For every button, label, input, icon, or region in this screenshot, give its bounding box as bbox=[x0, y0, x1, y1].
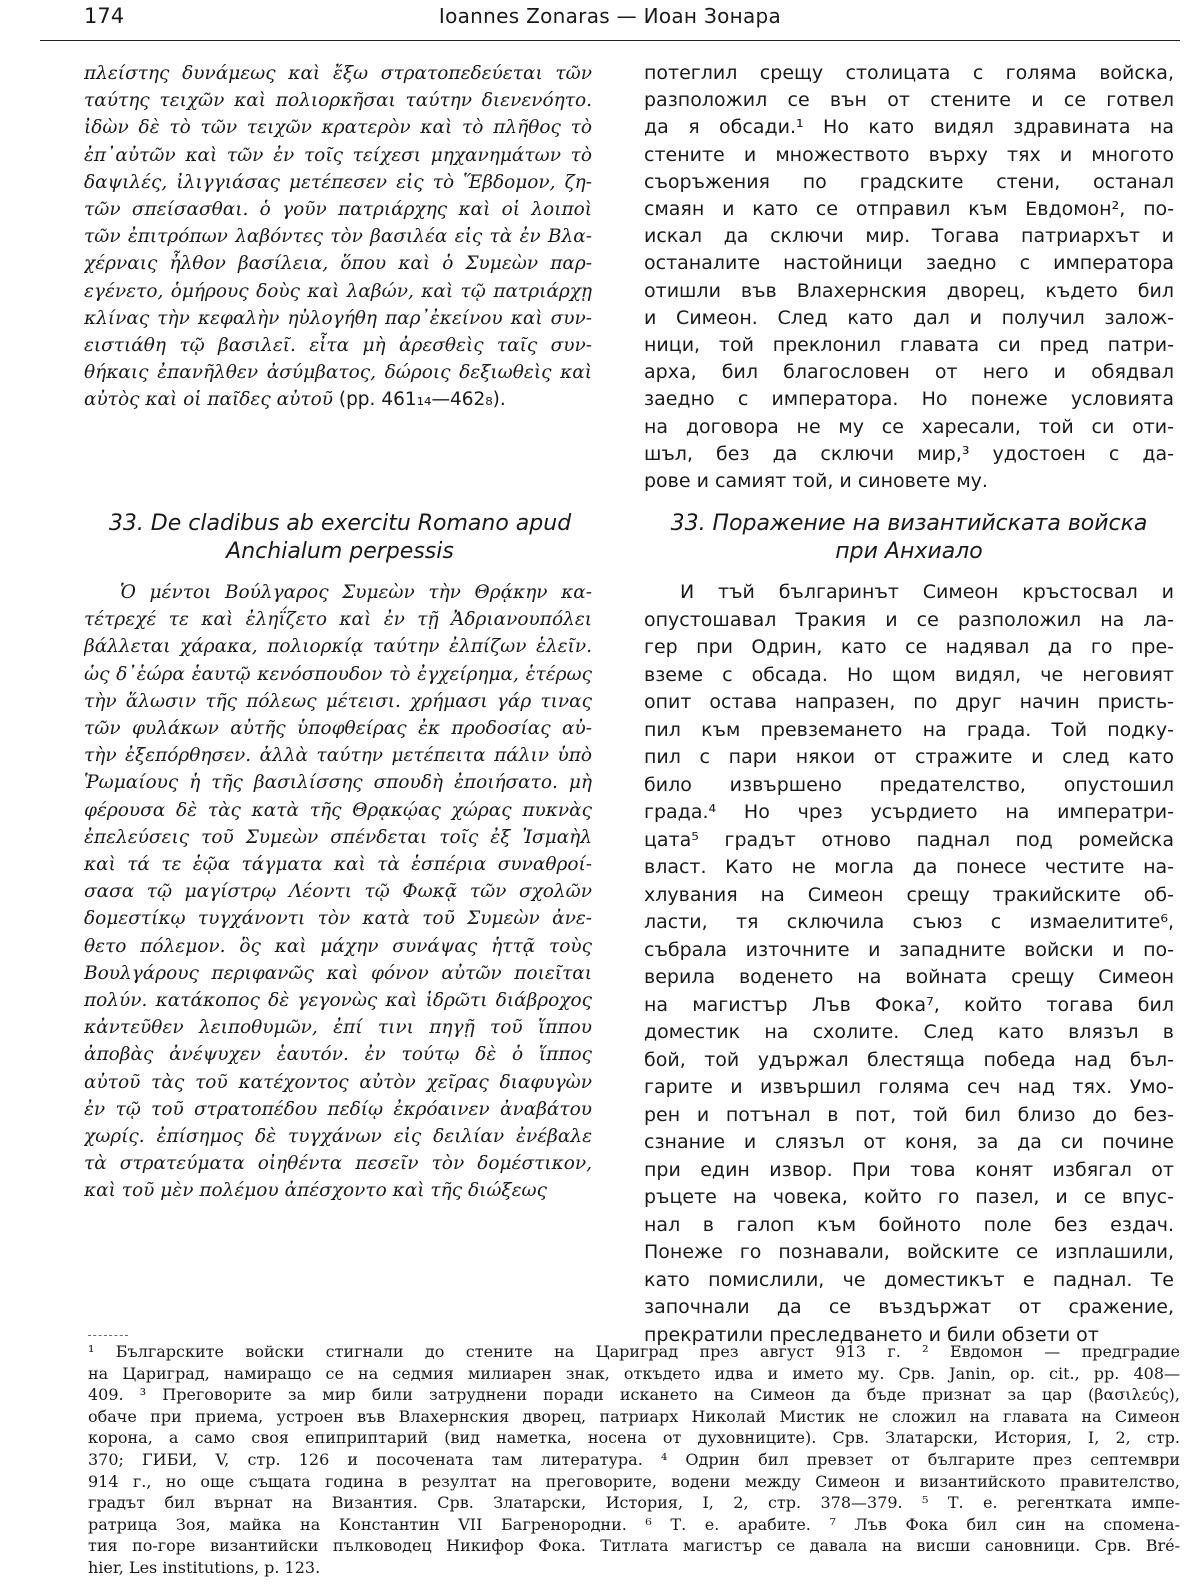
footnote-line: обаче при приема, устроен във Влахернския дворец, патриарх Николай Мистик не сложил на главата на Симеон bbox=[88, 1406, 1180, 1426]
greek-line: ἰδὼν δὲ τὸ τῶν τειχῶν κρατερὸν καὶ τὸ πλῆθος τὸ bbox=[84, 117, 592, 139]
footnote-line: ратрица Зоя, майка на Константин VII Багренородни. ⁶ Т. е. арабите. ⁷ Лъв Фока бил син на спомена- bbox=[88, 1514, 1180, 1534]
bulgarian-line: вземе с обсада. Но щом видял, че неговият bbox=[644, 663, 1174, 686]
footnotes bbox=[88, 1341, 1180, 1579]
greek-line: Ὁ μέντοι Βούλγαρος Συμεὼν τὴν Θρᾴκην κα- bbox=[120, 582, 592, 603]
greek-line: τέτρεχέ τε καὶ ἐληΐζετο καὶ ἐν τῇ Ἀδριανουπόλει bbox=[84, 609, 592, 631]
greek-line: ειστιάθη τῷ βασιλεῖ. εἶτα μὴ ἀρεσθεὶς ταῖς συν- bbox=[84, 335, 592, 357]
bulgarian-line: ръцете на човека, който го пазел, и се впус- bbox=[644, 1186, 1174, 1208]
greek-line: Βουλγάρους περιφανῶς καὶ φόνον αὐτῶν ποιεῖται bbox=[84, 962, 592, 984]
bulgarian-line: рове и самият той, и синовете му. bbox=[644, 470, 988, 493]
greek-line: ἐπελεύσεις τοῦ Συμεὼν σπένδεται τοῖς ἐξ Ἰσμαὴλ bbox=[84, 826, 592, 848]
greek-line: σασα τῷ μαγίστρῳ Λέοντι τῷ Φωκᾷ τῶν σχολῶν bbox=[84, 881, 592, 903]
footnote-line: ¹ Българските войски стигнали до стените на Цариград през август 913 г. ² Евдомон — предградие bbox=[88, 1342, 1180, 1361]
bulgarian-line: опустошавал Тракия и се разположил на ла- bbox=[644, 608, 1174, 631]
running-head: Ioannes Zonaras — Иоан Зонара bbox=[438, 4, 782, 28]
bulgarian-line: смаян и като се отправил към Евдомон², по- bbox=[644, 198, 1174, 221]
bulgarian-line: и Симеон. След като дал и получил залож- bbox=[644, 306, 1174, 329]
greek-line: τῶν φυλάκων αὐτῆς ὑποφθείρας ἐκ προδοσίας αὐ- bbox=[84, 718, 592, 740]
greek-line: ἐπ᾽αὐτῶν καὶ τῶν ἐν τοῖς τείχεσι μηχανημάτων τὸ bbox=[84, 144, 592, 166]
greek-line: πλείστης δυνάμεως καὶ ἔξω στρατοπεδεύεται τῶν bbox=[84, 63, 592, 84]
latin-heading-section-33 bbox=[84, 510, 596, 566]
bulgarian-line: пил с пари някои от стражите и след като bbox=[644, 746, 1174, 768]
page-reference: (pp. 461₁₄—462₈). bbox=[332, 389, 506, 411]
bulgarian-line: цата⁵ градът отново паднал под ромейска bbox=[644, 828, 1174, 851]
greek-line: ὡς δ᾽ἑώρα ἑαυτῷ κενόσπουδον τὸ ἐγχείρημα, ἑτέρως bbox=[84, 663, 592, 685]
bulgarian-line: сзнание и слязъл от коня, за да си почине bbox=[644, 1131, 1174, 1153]
bulgarian-line: гер при Одрин, като се надявал да го пре- bbox=[644, 636, 1174, 658]
greek-line: τὰ στρατεύματα οἰηθέντα πεσεῖν τὸν δομέστικον, bbox=[84, 1153, 592, 1175]
bulgarian-line: събрала източните и западните войски и по- bbox=[644, 938, 1174, 961]
bulgarian-line: нал в галоп към бойното поле без ездач. bbox=[644, 1213, 1174, 1236]
bulgarian-line: ласти, тя сключила съюз с измаелитите⁶, bbox=[644, 911, 1174, 933]
greek-line: ταύτης τειχῶν καὶ πολιορκῆσαι ταύτην διενενόητο. bbox=[84, 90, 592, 112]
bulgarian-line: отишли във Влахернския дворец, където бил bbox=[644, 279, 1174, 302]
greek-line: δομεστίκῳ τυγχάνοντι τὸν κατὰ τοῦ Συμεὼν ἀνε- bbox=[84, 908, 592, 930]
bulgarian-line: власт. Като не могла да понесе честите на- bbox=[644, 856, 1174, 878]
bulgarian-line: останалите настойници заедно с императора bbox=[644, 252, 1174, 275]
greek-line: καὶ τά τε ἑῷα τάγματα καὶ τὰ ἑσπέρια συναθροί- bbox=[84, 854, 592, 876]
greek-line: αὐτὸς καὶ οἱ παῖδες αὐτοῦ (pp. 461₁₄—462₈). bbox=[84, 389, 506, 411]
bulgarian-line: гарите и извършил голяма сеч над тях. Умо- bbox=[644, 1076, 1174, 1098]
footnote-line: 370; ГИБИ, V, стр. 126 и посочената там литература. ⁴ Одрин бил превзет от българите през септември bbox=[88, 1449, 1180, 1469]
bulgarian-line: започнали да се въздържат от сражение, bbox=[644, 1296, 1174, 1318]
greek-line: φέρουσα δὲ τὰς κατὰ τῆς Θρᾳκῴας χώρας πυκνὰς bbox=[84, 799, 592, 821]
page-number: 174 bbox=[84, 4, 125, 28]
footnote-line: hier, Les institutions, p. 123. bbox=[88, 1557, 321, 1577]
bulgarian-line: потеглил срещу столицата с голяма войска, bbox=[644, 62, 1174, 84]
bulgarian-line: искал да сключи мир. Тогава патриархът и bbox=[644, 225, 1174, 248]
bulgarian-line: опит остава напразен, по друг начин присть- bbox=[644, 691, 1174, 713]
greek-line: τὴν ἅλωσιν τῆς πόλεως μέτεισι. χρήμασι γάρ τινας bbox=[84, 690, 592, 712]
greek-line: αὐτοῦ τὰς τοῦ κατέχοντος αὐτὸν χεῖρας διαφυγὼν bbox=[84, 1071, 592, 1093]
bulgarian-text-section-33 bbox=[644, 579, 1174, 1349]
bulgarian-line: рен и потънал в пот, той бил близо до без- bbox=[644, 1103, 1174, 1126]
bulgarian-text-section-32 bbox=[644, 60, 1174, 495]
greek-line: εγένετο, ὁμήρους δοὺς καὶ λαβών, καὶ τῷ πατριάρχῃ bbox=[84, 280, 592, 302]
bulgarian-line: хлувания на Симеон срещу тракийските об- bbox=[644, 883, 1174, 906]
greek-line: ἀποβὰς ἀνέψυχεν ἑαυτόν. ἐν τούτῳ δὲ ὁ ἵππος bbox=[84, 1044, 592, 1066]
greek-line: δαψιλές, ἰλιγγιάσας μετέπεσεν εἰς τὸ Ἕβδομον, ζη- bbox=[84, 171, 592, 193]
greek-text-section-33 bbox=[84, 579, 592, 1205]
greek-line: ἐν τῷ τοῦ στρατοπέδου πεδίῳ ἐκρόαινεν ἀναβάτου bbox=[84, 1098, 592, 1120]
greek-line: χέρναις ἦλθον βασίλεια, ὅπου καὶ ὁ Συμεὼν παρ- bbox=[84, 253, 592, 275]
heading-line: 33. Поражение на византийската войска bbox=[670, 511, 1148, 536]
bulgarian-line: бой, той удържал блестяща победа над бъл- bbox=[644, 1048, 1174, 1071]
greek-line: τῶν ἐπιτρόπων λαβόντες τὸν βασιλέα εἰς τὰ ἐν Βλα- bbox=[84, 226, 592, 248]
greek-line: τὴν ἐξεπόρθησεν. ἀλλὰ ταύτην μετέπειτα πάλιν ὑπὸ bbox=[84, 745, 592, 767]
greek-line: Ῥωμαίους ἡ τῆς βασιλίσσης σπουδὴ ἐποιήσατο. μὴ bbox=[84, 772, 592, 794]
bulgarian-line: да я обсади.¹ Но като видял здравината на bbox=[644, 116, 1174, 139]
bulgarian-line: като помислили, че доместикът е паднал. Те bbox=[644, 1268, 1174, 1291]
bulgarian-line: доместик на схолите. След като влязъл в bbox=[644, 1021, 1174, 1043]
footnote-line: на Цариград, намиращо се на седмия милиарен знак, откъдето идва и името му. Срв. Janin, op. cit., pp. 408— bbox=[88, 1363, 1180, 1383]
footnote-line: градът бил върнат на Византия. Срв. Златарски, История, I, 2, стр. 378—379. ⁵ Т. е. регентката импе- bbox=[88, 1493, 1180, 1513]
greek-line: θετο πόλεμον. ὃς καὶ μάχην συνάψας ἡττᾷ τοὺς bbox=[84, 935, 592, 957]
bulgarian-line: града.⁴ Но чрез усърдието на императри- bbox=[644, 801, 1174, 823]
heading-line: 33. De cladibus ab exercitu Romano apud bbox=[108, 511, 572, 536]
bulgarian-line: И тъй българинът Симеон кръстосвал и bbox=[680, 581, 1174, 603]
greek-line: πολύν. κατάκοπος δὲ γεγονὼς καὶ ἱδρῶτι διάβροχος bbox=[84, 990, 592, 1012]
bulgarian-line: при един извор. При това конят избягал от bbox=[644, 1158, 1174, 1181]
bulgarian-line: прекратили преследването и били обзети от bbox=[644, 1323, 1099, 1346]
greek-line: βάλλεται χάρακα, πολιορκίᾳ ταύτην ἐλπίζων ἑλεῖν. bbox=[84, 636, 592, 658]
greek-line: κἀντεῦθεν λειποθυμῶν, ἐπί τινι πηγῇ τοῦ ἵππου bbox=[84, 1017, 592, 1039]
bulgarian-line: Понеже го познавали, войските се изплашили, bbox=[644, 1241, 1174, 1263]
greek-line: τῶν σπείσασθαι. ὁ γοῦν πατριάρχης καὶ οἱ λοιποὶ bbox=[84, 199, 592, 221]
bulgarian-line: арха, бил благословен от него и обядвал bbox=[644, 361, 1174, 384]
bulgarian-line: съоръжения по градските стени, останал bbox=[644, 170, 1174, 193]
bulgarian-heading-section-33 bbox=[644, 510, 1174, 566]
bulgarian-line: на магистър Лъв Фока⁷, който тогава бил bbox=[644, 993, 1174, 1016]
bulgarian-line: пил към превземането на града. Той подку- bbox=[644, 718, 1174, 741]
bulgarian-line: верила воденето на войната срещу Симеон bbox=[644, 966, 1174, 988]
bulgarian-line: шъл, без да сключи мир,³ удостоен с да- bbox=[644, 442, 1174, 465]
greek-text-section-32 bbox=[84, 60, 592, 414]
heading-line: при Анхиало bbox=[835, 539, 983, 564]
heading-line: Anchialum perpessis bbox=[226, 539, 454, 564]
footnote-line: корона, а само своя епиприптарий (вид наметка, носена от духовниците). Срв. Златарски, История, I, 2, стр. bbox=[88, 1428, 1180, 1448]
greek-line: θήκαις ἐπανῆλθεν ἀσύμβατος, δώροις δεξιωθεὶς καὶ bbox=[84, 362, 592, 384]
greek-line: καὶ τοῦ μὲν πολέμου ἀπέσχοντο καὶ τῆς διώξεως bbox=[84, 1180, 547, 1202]
bulgarian-line: било извършено предателство, опустошил bbox=[644, 773, 1174, 796]
footnote-line: 409. ³ Преговорите за мир били затруднени поради искането на Симеон да бъде признат за цар (βασιλεύς), bbox=[88, 1385, 1180, 1405]
page-header bbox=[40, 0, 1180, 41]
greek-line: κλίνας τὴν κεφαλὴν ηὐλογήθη παρ᾽ἐκείνου καὶ συν- bbox=[84, 307, 592, 329]
footnote-line: 914 г., но още същата година в резултат на преговорите, водени между Симеон и византийското правителство, bbox=[88, 1471, 1180, 1491]
bulgarian-line: ници, той преклонил главата си пред патри- bbox=[644, 334, 1174, 357]
bulgarian-line: на договора не му се харесали, той си оти- bbox=[644, 415, 1174, 438]
bulgarian-line: заедно с императора. Но понеже условията bbox=[644, 388, 1174, 411]
greek-line: χωρίς. ἐπίσημος δὲ τυγχάνων εἰς δειλίαν ἐνέβαλε bbox=[84, 1126, 592, 1148]
footnote-line: тия по-горе византийски пълководец Никифор Фока. Титлата магистър се давала на висши сановници. Срв. Bré- bbox=[88, 1536, 1180, 1556]
footnote-separator bbox=[88, 1335, 128, 1336]
bulgarian-line: стените и множеството върху тях и многото bbox=[644, 143, 1174, 166]
bulgarian-line: разположил се вън от стените и се готвел bbox=[644, 89, 1174, 112]
